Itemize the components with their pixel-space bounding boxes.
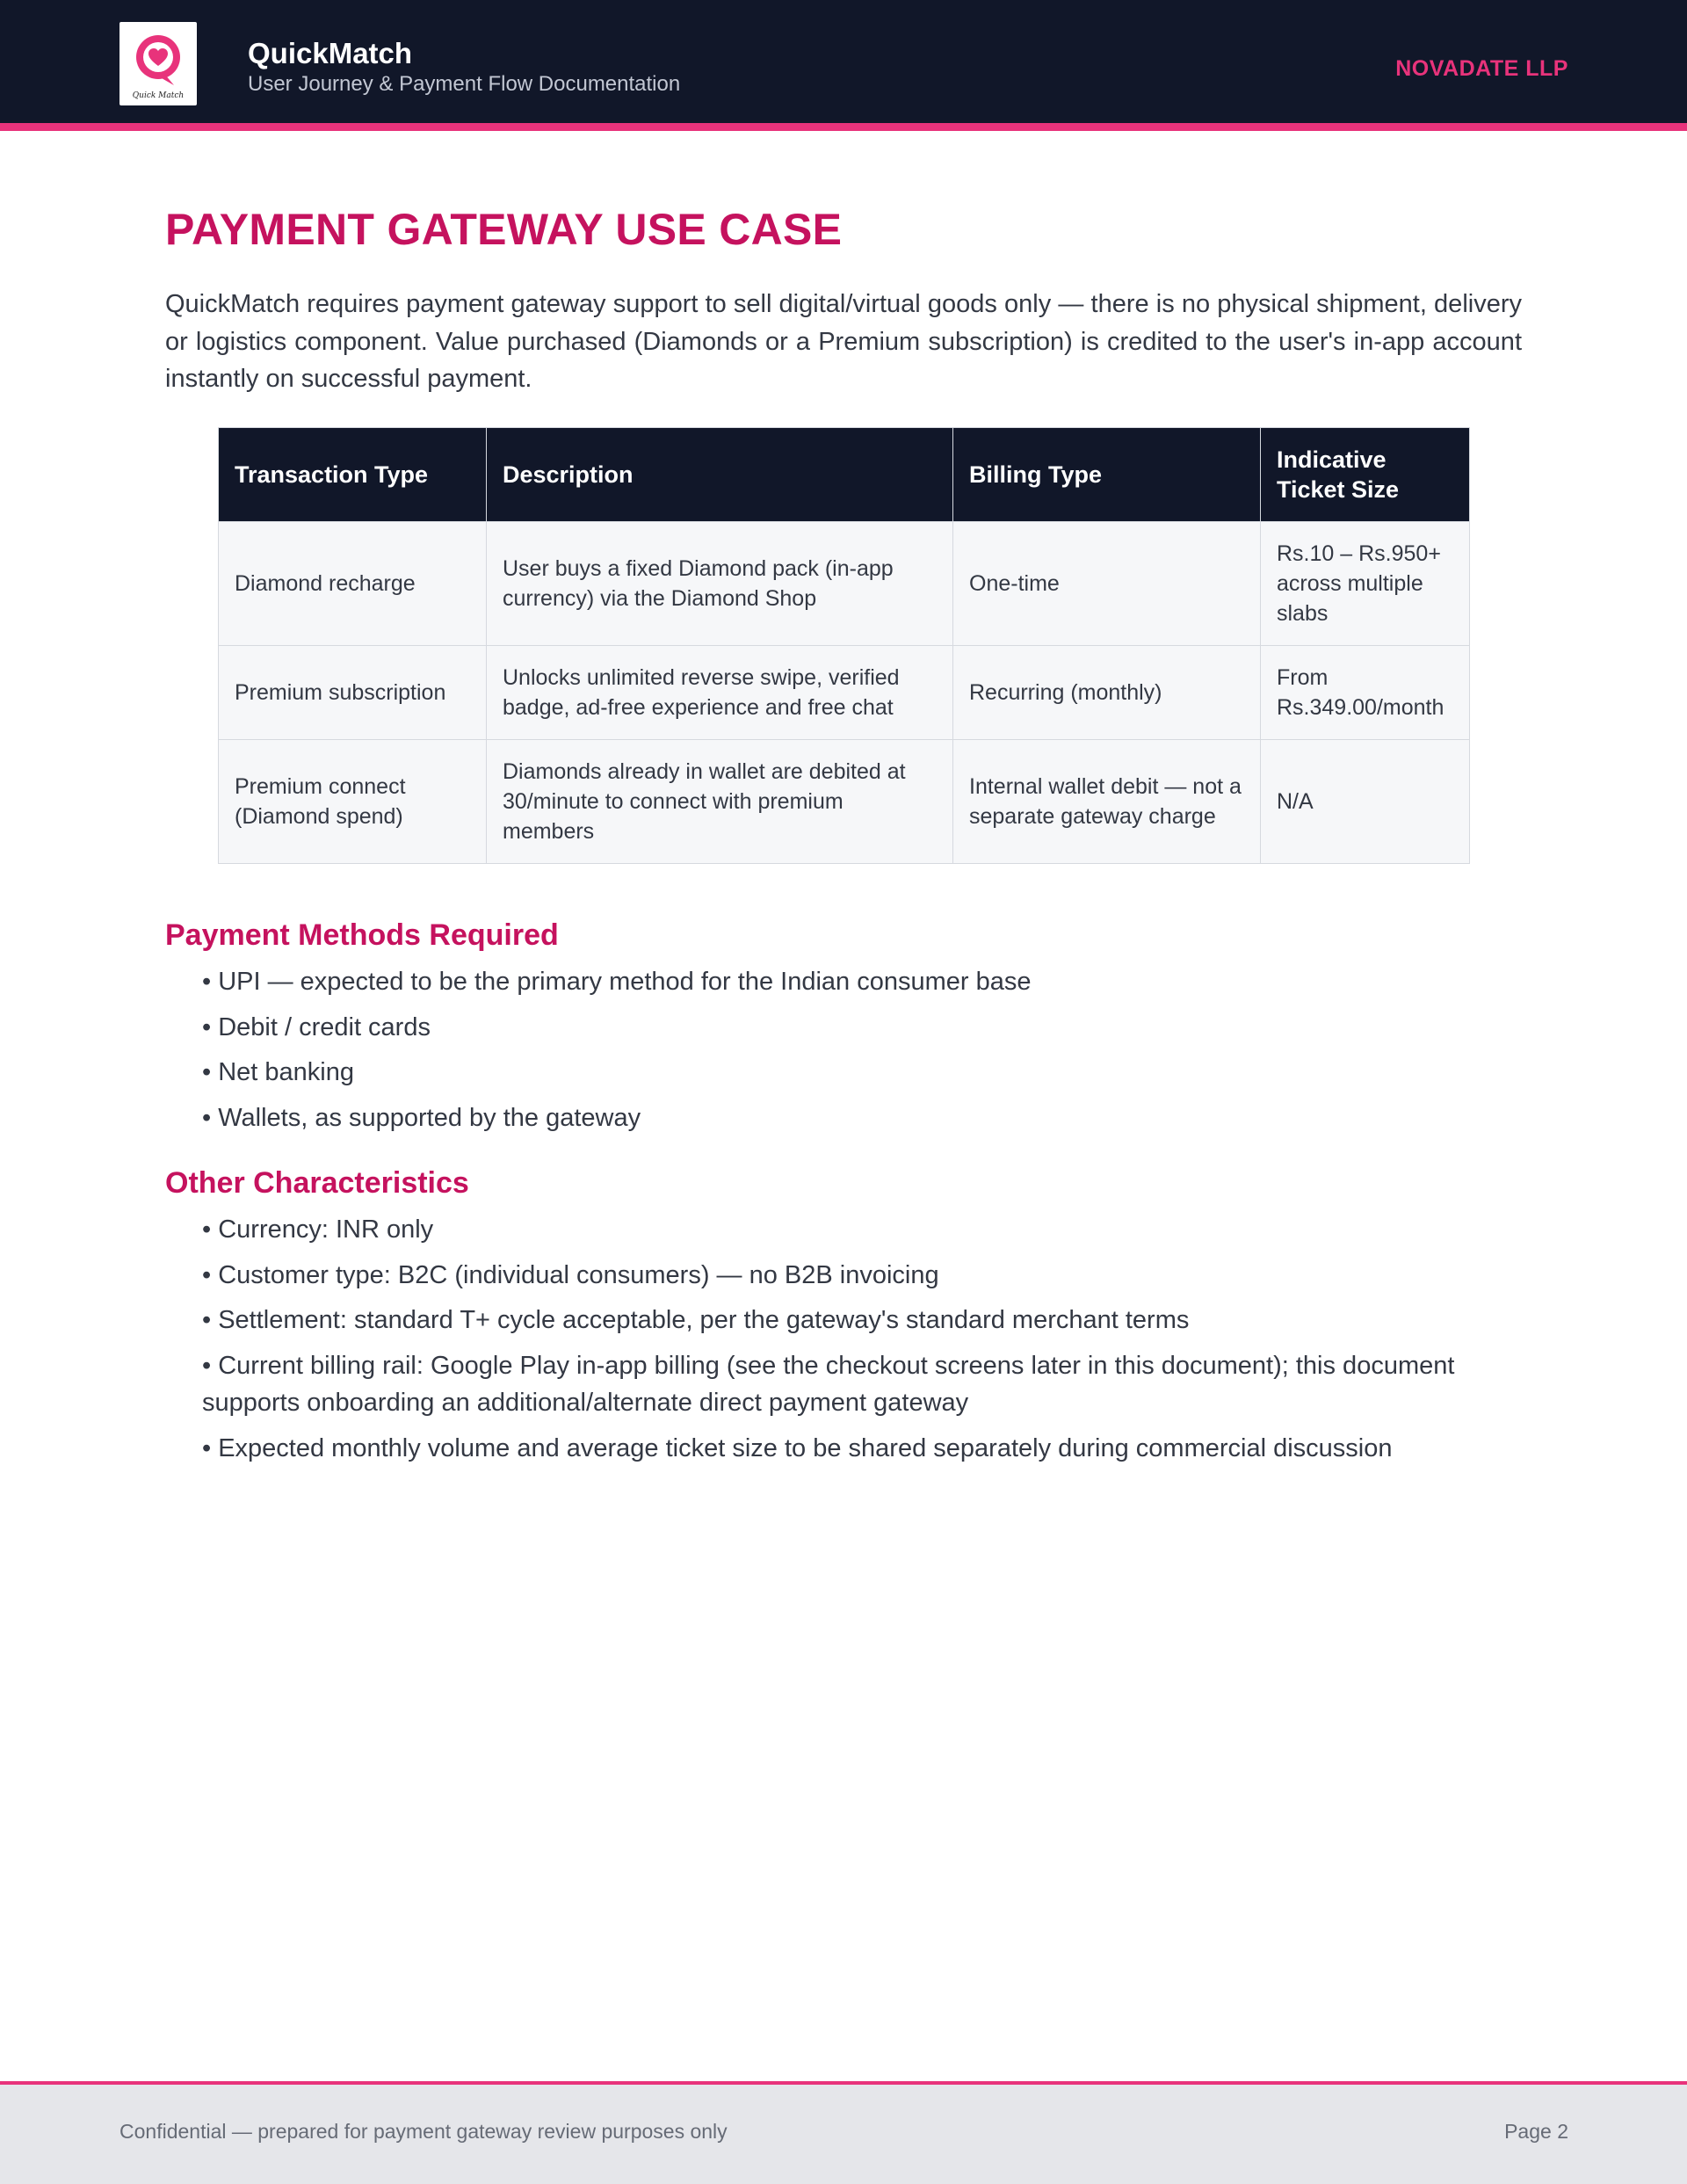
list-item: • Currency: INR only [202,1215,434,1244]
list-item: • Expected monthly volume and average ticket size to be shared separately during commercial discussion [202,1433,1393,1462]
table-cell: From Rs.349.00/month [1261,646,1470,740]
other-characteristics-list [202,1211,1520,1475]
list-item: • Net banking [202,1058,354,1086]
list-item: • Wallets, as supported by the gateway [202,1103,641,1132]
list-item: • Settlement: standard T+ cycle acceptable, per the gateway's standard merchant terms [202,1306,1190,1334]
col-header-description: Description [487,428,953,522]
heart-chat-logo-icon [119,22,197,105]
app-name: QuickMatch [248,37,413,69]
table-cell: Unlocks unlimited reverse swipe, verified badge, ad-free experience and free chat [487,646,953,740]
logo-text: Quick Match [132,91,185,100]
payment-methods-heading: Payment Methods Required [165,918,559,952]
app-subtitle: User Journey & Payment Flow Documentation [248,72,681,96]
page-title: PAYMENT GATEWAY USE CASE [165,205,843,254]
table-cell: Premium connect (Diamond spend) [219,740,487,864]
list-item: • Debit / credit cards [202,1012,431,1041]
table-row [219,522,1470,646]
header-accent-stripe [0,123,1687,131]
col-header-billing-type: Billing Type [953,428,1261,522]
page-number: Page 2 [1504,2120,1568,2143]
intro-paragraph: QuickMatch requires payment gateway support to sell digital/virtual goods only — there is no physical shipment, delivery or logistics component. Value purchased (Diamonds or a Premium subscription) is credited to the user's in-app account instantly on successful payment. [165,290,1522,393]
col-header-ticket-size: Indicative Ticket Size [1261,428,1470,522]
list-item: • Current billing rail: Google Play in-app billing (see the checkout screens later in this document); this document supports onboarding an additional/alternate direct payment gateway [202,1351,1455,1417]
list-item: • UPI — expected to be the primary method for the Indian consumer base [202,968,1032,996]
payment-methods-list [202,963,1520,1144]
table-cell: One-time [953,522,1261,646]
page-footer [0,2085,1687,2184]
table-row [219,740,1470,864]
table-cell: Premium subscription [219,646,487,740]
transaction-table [218,427,1470,864]
table-cell: N/A [1261,740,1470,864]
table-cell: Internal wallet debit — not a separate gateway charge [953,740,1261,864]
table-cell: Diamonds already in wallet are debited at 30/minute to connect with premium members [487,740,953,864]
company-name: NOVADATE LLP [1395,56,1568,81]
app-logo [119,22,197,105]
confidentiality-note: Confidential — prepared for payment gateway review purposes only [119,2120,728,2143]
list-item: • Customer type: B2C (individual consumers) — no B2B invoicing [202,1260,939,1289]
other-characteristics-heading: Other Characteristics [165,1166,469,1200]
table-cell: Rs.10 – Rs.950+ across multiple slabs [1261,522,1470,646]
table-cell: Recurring (monthly) [953,646,1261,740]
table-row [219,646,1470,740]
table-cell: User buys a fixed Diamond pack (in-app currency) via the Diamond Shop [487,522,953,646]
table-header-row [219,428,1470,522]
col-header-transaction-type: Transaction Type [219,428,487,522]
page-header [0,0,1687,123]
table-cell: Diamond recharge [219,522,487,646]
